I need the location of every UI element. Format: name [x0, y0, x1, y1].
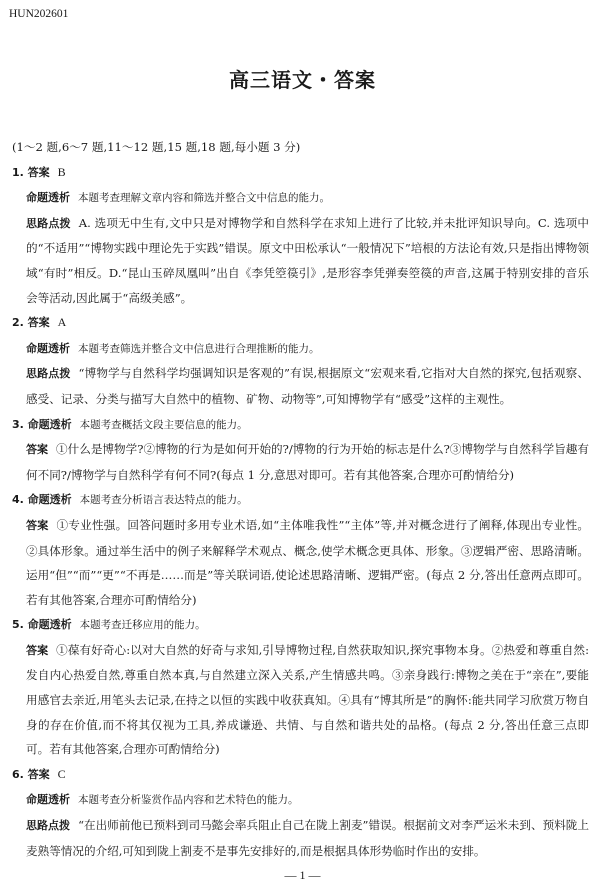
q2-hint: “博物学与自然科学均强调知识是客观的”有误,根据原文“宏观来看,它指对大自然的探究,包括观察、感受、记录、分类与描写大自然中的植物、矿物、动物等”,可知博物学有“感受”这样的主观性。	[26, 366, 589, 406]
q4-answer-line	[12, 513, 589, 612]
q5-analysis: 本题考查迁移应用的能力。	[79, 619, 206, 632]
q5-label: 5. 命题透析	[12, 618, 72, 632]
q4-answer-label: 答案	[26, 518, 49, 532]
q5-answer: ①葆有好奇心:以对大自然的好奇与求知,引导博物过程,自然获取知识,探究事物本身。②热爱和尊重自然:发自内心热爱自然,尊重自然本真,与自然建立深入关系,产生情感共鸣。③亲身践行:博物之美在于“亲在”,要能用感官去亲近,用笔头去记录,在持之以恒的实践中收获真知。④具有“博其所是”的胸怀:能共同学习欣赏万物自身的存在价值,而不将其仅视为工具,养成谦逊、共情、与自然和谐共处的品格。(每点 2 分,答出任意三点即可。若有其他答案,合理亦可酌情给分)	[26, 642, 590, 757]
exam-code: HUN202601	[9, 8, 69, 20]
q6-label: 6. 答案	[12, 767, 50, 781]
q6-hint-line	[12, 813, 589, 863]
q2-label: 2. 答案	[12, 316, 50, 330]
q2-hint-label: 思路点拨	[26, 367, 71, 381]
q4-label: 4. 命题透析	[12, 493, 72, 507]
q6-analysis: 本题考查分析鉴赏作品内容和艺术特色的能力。	[78, 794, 299, 807]
q3-analysis-line	[12, 412, 589, 438]
q2-analysis: 本题考查筛选并整合文中信息进行合理推断的能力。	[78, 342, 320, 355]
page-number: — 1 —	[284, 868, 321, 882]
q5-answer-label: 答案	[26, 643, 49, 657]
q1-analysis-label: 命题透析	[26, 191, 70, 205]
q2-hint-line	[12, 361, 589, 411]
q2-answer: A	[57, 315, 67, 330]
q4-answer: ①专业性强。回答问题时多用专业术语,如“主体唯我性”“主体”等,并对概念进行了阐释,体现出专业性。②具体形象。通过举生活中的例子来解释学术观点、概念,使学术概念更具体、形象。③逻辑严密、思路清晰。运用“但”“而”“更”“不再是……而是”等关联词语,使论述思路清晰、逻辑严密。(每点 2 分,答出任意两点即可。若有其他答案,合理亦可酌情给分)	[26, 517, 589, 607]
q6-answer: C	[57, 766, 66, 781]
q3-answer: ①什么是博物学?②博物的行为是如何开始的?/博物的行为开始的标志是什么?③博物学与自然科学旨趣有何不同?/博物学与自然科学有何不同?(每点 1 分,意思对即可。若有其他答案,合理亦可酌情给分)	[26, 442, 589, 482]
q3-answer-line	[12, 437, 589, 487]
q1-analysis-line	[12, 185, 589, 211]
q2-analysis-line	[12, 336, 589, 362]
q5-answer-line	[12, 638, 589, 762]
q6-analysis-line	[12, 787, 589, 813]
q2-analysis-label: 命题透析	[26, 341, 70, 355]
q1-answer-line	[12, 160, 589, 186]
score-note: (1～2 题,6～7 题,11～12 题,15 题,18 题,每小题 3 分)	[12, 140, 301, 154]
page-title: 高三语文・答案	[229, 68, 376, 92]
q6-hint: “在出师前他已预料到司马懿会率兵阻止自己在陇上割麦”错误。根据前文对李严运米未到、预料陇上麦熟等情况的介绍,可知到陇上割麦不是事先安排好的,而是根据具体形势临时作出的安排。	[26, 818, 590, 858]
q1-hint-line	[12, 211, 589, 310]
q6-hint-label: 思路点拨	[26, 819, 71, 833]
q1-label: 1. 答案	[12, 165, 50, 179]
q3-analysis: 本题考查概括文段主要信息的能力。	[79, 418, 248, 431]
q5-analysis-line	[12, 612, 589, 638]
q1-hint: A. 选项无中生有,文中只是对博物学和自然科学在求知上进行了比较,并未批评知识导向。C. 选项中的“不适用”“博物实践中理论先于实践”错误。原文中田松承认“一般情况下”培根的方法论有效,只是指出博物领域“有时”相反。D.“昆山玉碎凤凰叫”出自《李凭箜篌引》,是形容李凭弹奏箜篌的声音,这属于特别安排的音乐会等活动,因此属于“高级美感”。	[26, 215, 590, 305]
q3-answer-label: 答案	[26, 443, 49, 457]
q2-answer-line	[12, 310, 589, 336]
q4-analysis: 本题考查分析语言表达特点的能力。	[79, 494, 248, 507]
q1-answer: B	[57, 164, 66, 179]
q6-analysis-label: 命题透析	[26, 793, 70, 807]
answer-content	[12, 135, 589, 863]
q1-analysis: 本题考查理解文章内容和筛选并整合文中信息的能力。	[78, 192, 330, 205]
q6-answer-line	[12, 762, 589, 788]
q1-hint-label: 思路点拨	[26, 216, 71, 230]
q3-label: 3. 命题透析	[12, 417, 72, 431]
q4-analysis-line	[12, 487, 589, 513]
